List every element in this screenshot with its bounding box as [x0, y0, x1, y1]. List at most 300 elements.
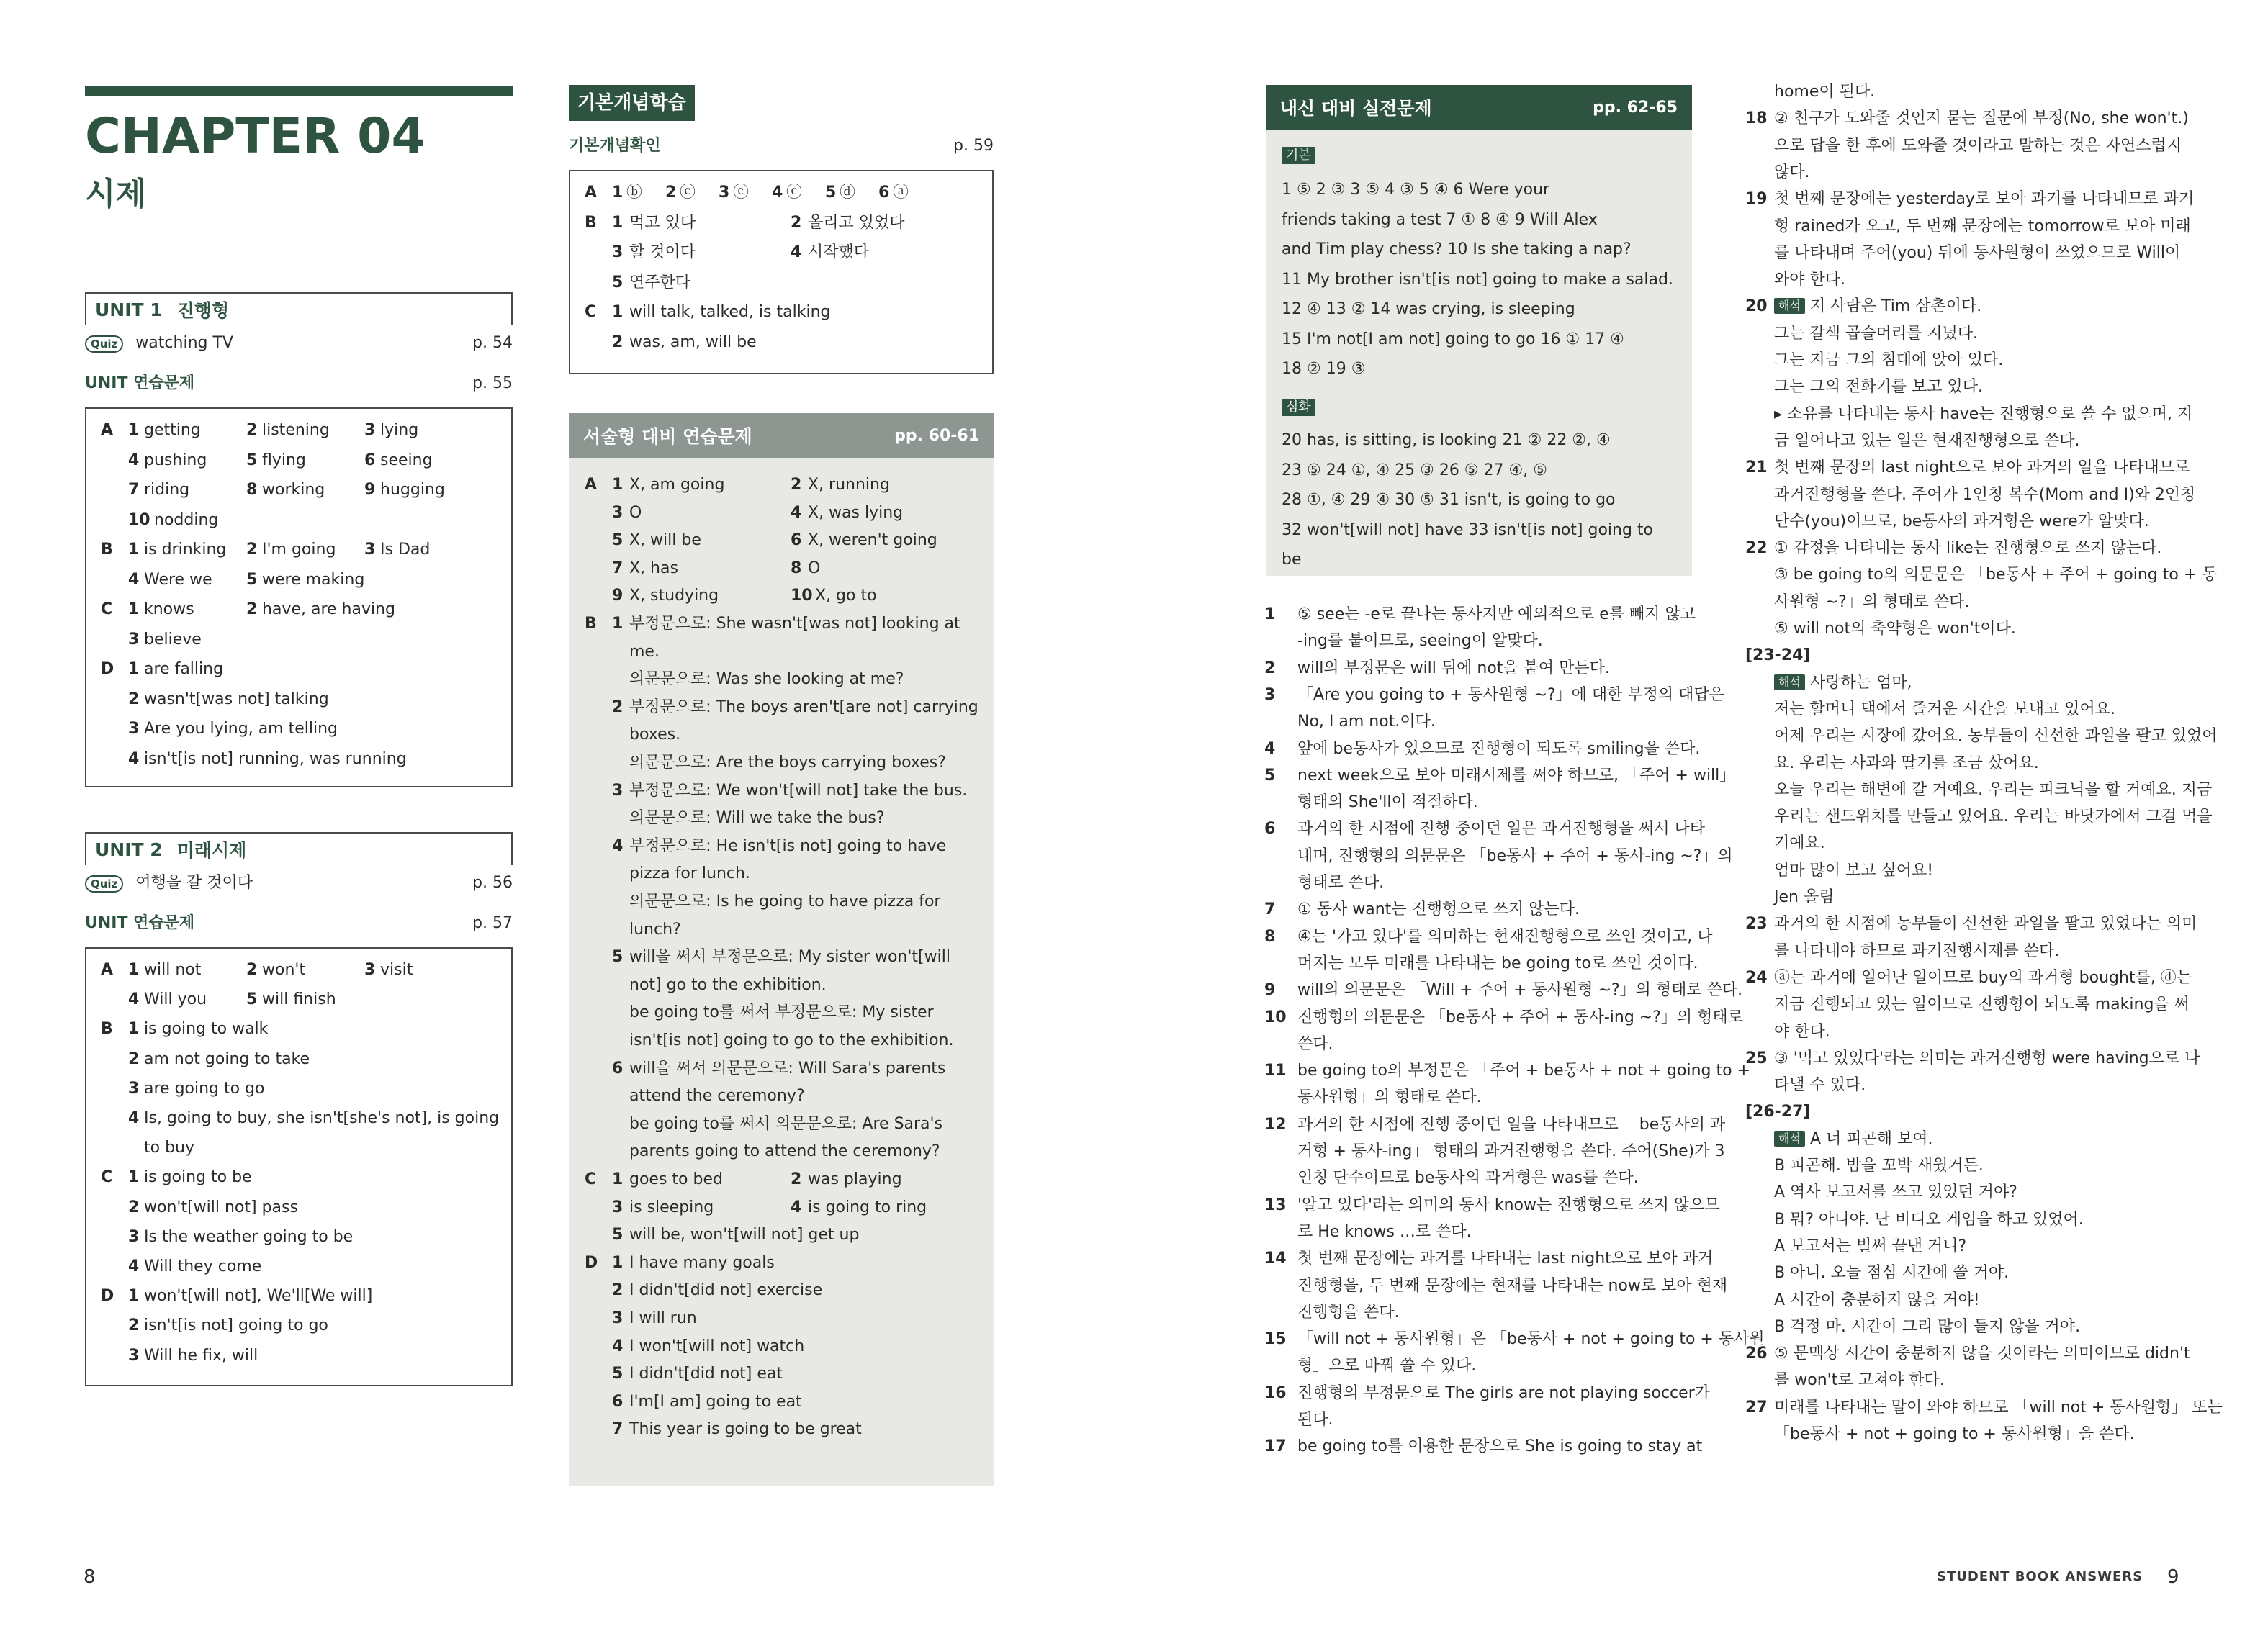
exam-answer-line — [1282, 550, 1302, 570]
exam-answer-text: 1 ⑤ 2 ③ 3 ⑤ 4 ③ 5 ④ 6 Were your — [1282, 181, 1550, 199]
explanation-text: 사랑하는 엄마, — [1810, 673, 1912, 692]
explanation-text: 첫 번째 문장에는 과거를 나타내는 last night으로 보아 과거 — [1297, 1250, 1714, 1268]
explanation-number: 10 — [1264, 1008, 1287, 1026]
item-number: 3 — [719, 184, 730, 202]
explanation-number: 23 — [1745, 915, 1768, 934]
item-answer: won't — [262, 961, 306, 979]
item-answer: pizza for lunch. — [629, 864, 750, 883]
item-number: 3 — [612, 781, 624, 800]
chapter-top-rule — [85, 86, 513, 96]
item-number: 2 — [246, 961, 258, 979]
item-answer: I didn't[did not] exercise — [629, 1281, 823, 1300]
explanation-text: 우리는 샌드위치를 만들고 있어요. 우리는 바닷가에서 그걸 먹을 — [1774, 808, 2213, 826]
explanation-text: 를 나타내며 주어(you) 뒤에 동사원형이 쓰였으므로 Will이 — [1774, 243, 2181, 262]
right-page-number: 9 — [2167, 1566, 2179, 1588]
exam-answer-text: 12 ④ 13 ② 14 was crying, is sleeping — [1282, 300, 1575, 318]
item-answer: parents going to attend the ceremony? — [629, 1142, 940, 1161]
explanation-text: be going to의 부정문은 「주어 + be동사 + not + going to + — [1297, 1062, 1751, 1080]
explanation-number: 8 — [1264, 927, 1276, 946]
item-answer: Were we — [144, 570, 212, 589]
item-number: 3 — [612, 1198, 624, 1216]
exam-answer-text: 18 ② 19 ③ — [1282, 360, 1366, 378]
item-answer: won't[will not], We'll[We will] — [144, 1287, 373, 1306]
explanation-text: 로 He knows …로 쓴다. — [1297, 1222, 1472, 1241]
section-letter: B — [101, 1020, 113, 1039]
item-number: 7 — [612, 1420, 624, 1439]
explanation-text: next week으로 보아 미래시제를 써야 하므로, 「주어 + will」 — [1297, 766, 1736, 785]
item-number: 2 — [246, 541, 258, 559]
item-number: 3 — [128, 720, 140, 738]
explanation-text: 그는 그의 전화기를 보고 있다. — [1774, 378, 1983, 397]
item-number: 6 — [878, 184, 890, 202]
explanation-text: ① 동사 want는 진행형으로 쓰지 않는다. — [1297, 900, 1580, 919]
item-number: 2 — [246, 600, 258, 618]
explanation-text: 동사원형」의 형태로 쓴다. — [1297, 1088, 1482, 1107]
item-number: 7 — [128, 481, 140, 499]
item-answer: 의문문으로: Will we take the bus? — [629, 809, 885, 828]
item-number: 5 — [825, 184, 837, 202]
item-answer: 부정문으로: The boys aren't[are not] carrying — [629, 697, 978, 716]
unit1-label: UNIT 1 — [95, 299, 163, 320]
item-number: 5 — [612, 948, 624, 967]
explanation-text: will의 부정문은 will 뒤에 not을 붙여 만든다. — [1297, 659, 1610, 677]
explanation-number: 17 — [1264, 1437, 1287, 1456]
unit2-name: 미래시제 — [176, 840, 247, 861]
explanation-text: 과거의 한 시점에 농부들이 신선한 과일을 팔고 있었다는 의미 — [1774, 915, 2197, 934]
basic-sub-row — [569, 135, 994, 157]
item-number: 2 — [128, 1316, 140, 1335]
item-number: 1 — [128, 1020, 140, 1039]
explanation-text: 저 사람은 Tim 삼촌이다. — [1810, 297, 1982, 316]
explanation-number: 6 — [1264, 820, 1276, 839]
explanation-text: 어제 우리는 시장에 갔어요. 농부들이 신선한 과일을 팔고 있었어 — [1774, 727, 2218, 746]
explanation-text: 그는 갈색 곱슬머리를 지녔다. — [1774, 324, 1978, 343]
explanation-text: 미래를 나타내는 말이 와야 하므로 「will not + 동사원형」 또는 — [1774, 1398, 2223, 1417]
item-number: 4 — [791, 1198, 802, 1216]
item-number: 3 — [364, 541, 376, 559]
item-number: 3 — [364, 961, 376, 979]
quiz-tag: Quiz — [85, 335, 123, 353]
explanation-number: 12 — [1264, 1115, 1287, 1134]
item-answer: Are you lying, am telling — [144, 720, 338, 738]
item-answer: 부정문으로: He isn't[is not] going to have — [629, 836, 947, 855]
left-page-number: 8 — [84, 1566, 96, 1588]
footer-book-label: STUDENT BOOK ANSWERS — [1937, 1569, 2143, 1584]
explanation-text: 「be동사 + not + going to + 동사원형」을 쓴다. — [1774, 1425, 2135, 1443]
explanation-text: 를 won't로 고쳐야 한다. — [1774, 1371, 1945, 1390]
explanation-number: 9 — [1264, 981, 1276, 1000]
explanation-text: 진행형의 부정문으로 The girls are not playing soccer가 — [1297, 1383, 1710, 1402]
explanation-text: ⑤ will not의 축약형은 won't이다. — [1774, 620, 2016, 638]
item-number: 3 — [612, 1309, 624, 1327]
item-number: 4 — [128, 570, 140, 589]
item-answer: 의문문으로: Was she looking at me? — [629, 670, 904, 689]
explanation-text: 야 한다. — [1774, 1022, 1830, 1041]
item-number: 4 — [772, 184, 783, 202]
item-answer: getting — [144, 421, 201, 439]
unit1-header — [85, 292, 513, 325]
item-answer: Is Dad — [380, 541, 431, 559]
quiz-tag: Quiz — [85, 875, 123, 893]
explanation-text: 과거의 한 시점에 진행 중이던 일은 과거진행형을 써서 나타 — [1297, 820, 1705, 839]
explanation-text: ② 친구가 도와줄 것인지 묻는 질문에 부정(No, she won't.) — [1774, 109, 2189, 128]
section-letter: A — [101, 421, 114, 439]
translation-tag: 해석 — [1774, 674, 1805, 690]
section-letter: A — [585, 476, 598, 494]
unit2-label: UNIT 2 — [95, 839, 163, 860]
item-answer: O — [808, 559, 821, 577]
item-answer: X, will be — [629, 531, 701, 550]
item-answer: have, are having — [262, 600, 396, 618]
explanation-number: [23-24] — [1745, 646, 1811, 665]
explanation-number: 27 — [1745, 1398, 1768, 1417]
section-letter: D — [101, 1287, 114, 1306]
explanation-text: A 너 피곤해 보여. — [1810, 1129, 1933, 1148]
explanation-text: ▸ 소유를 나타내는 동사 have는 진행형으로 쓸 수 없으며, 지 — [1774, 405, 2193, 423]
explanation-text: Jen 올림 — [1774, 888, 1835, 906]
exam-basic-tag: 기본 — [1282, 147, 1315, 164]
explanation-text: '알고 있다'라는 의미의 동사 know는 진행형으로 쓰지 않으므 — [1297, 1196, 1720, 1214]
item-answer: I'm going — [262, 541, 336, 559]
item-number: 2 — [612, 697, 624, 716]
exam-answer-line — [1282, 490, 1616, 510]
explanation-text: B 걱정 마. 시간이 그리 많이 들지 않을 거야. — [1774, 1317, 2081, 1336]
explanation-number: 5 — [1264, 766, 1276, 785]
item-answer: ⓑ — [626, 184, 643, 202]
explanation-number: 15 — [1264, 1330, 1287, 1349]
explanation-text: 진행형을 쓴다. — [1297, 1303, 1400, 1322]
unit1-quiz-answer: watching TV — [135, 334, 233, 352]
item-answer: be going to를 써서 의문문으로: Are Sara's — [629, 1114, 943, 1133]
explanation-number: 22 — [1745, 539, 1768, 558]
unit1-practice-label: UNIT 연습문제 — [85, 374, 195, 392]
item-number: 6 — [791, 531, 802, 550]
exam-answer-text: 28 ①, ④ 29 ④ 30 ⑤ 31 isn't, is going to go — [1282, 491, 1616, 509]
item-answer: I didn't[did not] eat — [629, 1365, 783, 1383]
item-answer: Is, going to buy, she isn't[she's not], is going — [144, 1109, 500, 1127]
item-number: 4 — [128, 451, 140, 469]
item-answer: 의문문으로: Are the boys carrying boxes? — [629, 754, 946, 772]
exam-answer-line — [1282, 430, 1611, 451]
item-number: 3 — [128, 1346, 140, 1365]
explanation-number: 1 — [1264, 605, 1276, 623]
explanation-number: 4 — [1264, 739, 1276, 758]
exam-answer-text: 20 has, is sitting, is looking 21 ② 22 ②, ④ — [1282, 431, 1611, 449]
exam-answer-line — [1282, 299, 1575, 320]
item-answer: were making — [262, 570, 365, 589]
item-answer: are going to go — [144, 1079, 265, 1098]
explanation-text: B 피곤해. 밤을 꼬박 새웠거든. — [1774, 1157, 1984, 1175]
item-answer: hugging — [380, 481, 445, 499]
item-number: 5 — [612, 273, 624, 292]
explanation-text: 형」으로 바꿔 쓸 수 있다. — [1297, 1357, 1477, 1376]
item-number: 4 — [128, 1109, 140, 1127]
explanation-text: 「will not + 동사원형」은 「be동사 + not + going to + 동사원 — [1297, 1330, 1765, 1349]
explanation-number: [26-27] — [1745, 1103, 1811, 1121]
explanation-text: 첫 번째 문장의 last night으로 보아 과거의 일을 나타내므로 — [1774, 459, 2190, 477]
exam-answer-text: friends taking a test 7 ① 8 ④ 9 Will Alex — [1282, 210, 1598, 229]
item-answer: I won't[will not] watch — [629, 1337, 805, 1355]
exam-answer-line — [1282, 270, 1673, 290]
item-answer: knows — [144, 600, 194, 618]
exam-title: 내신 대비 실전문제 — [1280, 98, 1432, 119]
exam-adv-tag: 심화 — [1282, 399, 1315, 416]
explanation-text: 요. 우리는 사과와 딸기를 조금 샀어요. — [1774, 754, 2039, 772]
explanation-text: be going to를 이용한 문장으로 She is going to stay at — [1297, 1437, 1703, 1456]
item-number: 2 — [665, 184, 677, 202]
item-answer: will be, won't[will not] get up — [629, 1226, 860, 1245]
explanation-text: 그는 지금 그의 침대에 앉아 있다. — [1774, 351, 2004, 369]
explanation-text: 와야 한다. — [1774, 271, 1845, 289]
item-number: 1 — [612, 184, 624, 202]
item-answer: Is the weather going to be — [144, 1227, 354, 1246]
item-answer: won't[will not] pass — [144, 1198, 298, 1216]
item-number: 4 — [612, 836, 624, 855]
explanation-text: 저는 할머니 댁에서 즐거운 시간을 보내고 있어요. — [1774, 700, 2115, 718]
exam-answer-line — [1282, 180, 1549, 200]
item-answer: This year is going to be great — [629, 1420, 862, 1439]
item-number: 4 — [791, 503, 802, 522]
explanation-text: ④는 '가고 있다'를 의미하는 현재진행형으로 쓰인 것이고, 나 — [1297, 927, 1713, 946]
item-answer: flying — [262, 451, 306, 469]
item-answer: wasn't[was not] talking — [144, 690, 329, 708]
item-number: 2 — [791, 213, 802, 232]
item-answer: lying — [380, 421, 419, 439]
item-answer: visit — [380, 961, 413, 979]
item-number: 4 — [128, 749, 140, 768]
item-number: 1 — [128, 421, 140, 439]
item-answer: 연주한다 — [629, 273, 691, 292]
item-answer: was, am, will be — [629, 333, 757, 351]
explanation-text: 첫 번째 문장에는 yesterday로 보아 과거를 나타내므로 과거 — [1774, 190, 2195, 209]
explanation-text: 형태의 She'll이 적절하다. — [1297, 793, 1478, 812]
item-answer: will finish — [262, 990, 336, 1009]
item-answer: Will you — [144, 990, 207, 1009]
explanation-text: 으로 답을 한 후에 도와줄 것이라고 말하는 것은 자연스럽지 — [1774, 136, 2182, 155]
explanation-number: 14 — [1264, 1250, 1287, 1268]
item-answer: will not — [144, 961, 202, 979]
item-number: 5 — [246, 990, 258, 1009]
explanation-number: 13 — [1264, 1196, 1287, 1214]
explanation-number: 18 — [1745, 109, 1768, 128]
item-answer: isn't[is not] going to go to the exhibition. — [629, 1031, 954, 1049]
exam-answer-line — [1282, 359, 1365, 379]
item-answer: will을 써서 부정문으로: My sister won't[will — [629, 948, 950, 967]
explanation-text: will의 의문문은 「Will + 주어 + 동사원형 ~?」의 형태로 쓴다. — [1297, 981, 1743, 1000]
item-number: 1 — [128, 600, 140, 618]
explanation-text: 거예요. — [1774, 834, 1825, 853]
unit2-quiz-answer: 여행을 갈 것이다 — [135, 874, 253, 892]
basic-tag: 기본개념학습 — [569, 85, 695, 121]
item-number: 3 — [128, 1079, 140, 1098]
item-number: 1 — [128, 660, 140, 678]
explanation-number: 7 — [1264, 900, 1276, 919]
explanation-text: 엄마 많이 보고 싶어요! — [1774, 861, 1934, 880]
item-number: 8 — [246, 481, 258, 499]
section-letter: C — [101, 1168, 113, 1187]
unit2-quiz-page: p. 56 — [472, 874, 513, 892]
item-answer: X, go to — [815, 587, 877, 605]
item-number: 1 — [612, 1253, 624, 1272]
explanation-number: 19 — [1745, 190, 1768, 209]
item-answer: pushing — [144, 451, 207, 469]
item-number: 5 — [612, 531, 624, 550]
exam-answer-text: 11 My brother isn't[is not] going to make a salad. — [1282, 270, 1673, 289]
exam-answer-line — [1282, 461, 1547, 481]
exam-answer-line — [1282, 240, 1632, 260]
explanation-text: 머지는 모두 미래를 나타내는 be going to로 쓰인 것이다. — [1297, 954, 1698, 972]
explanation-number: 20 — [1745, 297, 1768, 316]
explanation-text: 단수(you)이므로, be동사의 과거형은 were가 알맞다. — [1774, 512, 2149, 530]
explanation-number: 25 — [1745, 1049, 1768, 1067]
explanation-text: 내며, 진행형의 의문문은 「be동사 + 주어 + 동사-ing ~?」의 — [1297, 846, 1733, 865]
item-number: 3 — [128, 1227, 140, 1246]
item-number: 2 — [128, 1049, 140, 1068]
section-letter: A — [101, 961, 114, 979]
item-answer: I will run — [629, 1309, 697, 1327]
section-letter: A — [585, 184, 598, 202]
item-number: 5 — [246, 570, 258, 589]
explanation-text: 「Are you going to + 동사원형 ~?」에 대한 부정의 대답은 — [1297, 685, 1724, 704]
explanation-text: 과거의 한 시점에 진행 중이던 일을 나타내므로 「be동사의 과 — [1297, 1115, 1726, 1134]
item-answer: attend the ceremony? — [629, 1087, 805, 1106]
explanation-text: ① 감정을 나타내는 동사 like는 진행형으로 쓰지 않는다. — [1774, 539, 2162, 558]
item-number: 8 — [791, 559, 802, 577]
explanation-text: 앞에 be동사가 있으므로 진행형이 되도록 smiling을 쓴다. — [1297, 739, 1701, 758]
item-number: 2 — [612, 1281, 624, 1300]
explanation-text: 진행형을, 두 번째 문장에는 현재를 나타내는 now로 보아 현재 — [1297, 1276, 1728, 1295]
item-number: 2 — [128, 690, 140, 708]
item-number: 2 — [246, 421, 258, 439]
explanation-text: 않다. — [1774, 163, 1810, 181]
item-number: 1 — [128, 541, 140, 559]
section-letter: D — [585, 1253, 598, 1272]
translation-tag: 해석 — [1774, 298, 1805, 314]
explanation-text: 형 rained가 오고, 두 번째 문장에는 tomorrow로 보아 미래 — [1774, 217, 2191, 235]
explanation-text: A 역사 보고서를 쓰고 있었던 거야? — [1774, 1183, 2017, 1202]
explanation-number: 21 — [1745, 459, 1768, 477]
unit2-header — [85, 832, 513, 865]
item-answer: 부정문으로: She wasn't[was not] looking at — [629, 615, 960, 633]
item-answer: 할 것이다 — [629, 243, 696, 261]
exam-answer-text: 15 I'm not[I am not] going to go 16 ① 17 ④ — [1282, 330, 1624, 348]
item-answer: ⓓ — [840, 184, 856, 202]
item-answer: riding — [144, 481, 190, 499]
item-number: 7 — [612, 559, 624, 577]
item-number: 4 — [128, 990, 140, 1009]
item-answer: not] go to the exhibition. — [629, 975, 827, 994]
item-answer: is going to ring — [808, 1198, 927, 1216]
explanation-text: home이 된다. — [1774, 83, 1876, 101]
section-letter: C — [101, 600, 113, 618]
item-answer: X, has — [629, 559, 678, 577]
item-answer: am not going to take — [144, 1049, 310, 1068]
explanation-text: 금 일어나고 있는 일은 현재진행형으로 쓴다. — [1774, 431, 2080, 450]
item-answer: to buy — [144, 1139, 195, 1157]
explanation-text: ③ be going to의 의문문은 「be동사 + 주어 + going to + 동 — [1774, 566, 2218, 584]
translation-tag: 해석 — [1774, 1131, 1805, 1147]
unit1-practice-page: p. 55 — [472, 374, 513, 392]
item-number: 5 — [246, 451, 258, 469]
exam-answer-text: 32 won't[will not] have 33 isn't[is not] going to — [1282, 520, 1654, 539]
item-number: 2 — [791, 1170, 802, 1188]
item-answer: me. — [629, 642, 660, 661]
item-answer: ⓒ — [680, 184, 696, 202]
item-answer: will talk, talked, is talking — [629, 303, 831, 321]
basic-sub-label: 기본개념확인 — [569, 137, 661, 155]
item-answer: isn't[is not] running, was running — [144, 749, 407, 768]
item-answer: lunch? — [629, 920, 681, 939]
explanation-text: ⑤ 문맥상 시간이 충분하지 않을 것이라는 의미이므로 didn't — [1774, 1345, 2190, 1363]
essay-header — [569, 413, 994, 458]
item-answer: X, weren't going — [808, 531, 937, 550]
item-answer: X, am going — [629, 476, 725, 494]
section-letter: B — [101, 541, 113, 559]
item-number: 3 — [612, 503, 624, 522]
item-number: 1 — [612, 476, 624, 494]
essay-title: 서술형 대비 연습문제 — [583, 426, 752, 447]
exam-answer-line — [1282, 330, 1624, 350]
exam-answer-text: and Tim play chess? 10 Is she taking a nap? — [1282, 240, 1632, 258]
item-answer: 먹고 있다 — [629, 213, 696, 232]
item-number: 3 — [364, 421, 376, 439]
exam-header — [1266, 85, 1692, 130]
exam-answer-line — [1282, 520, 1653, 541]
item-number: 4 — [128, 1257, 140, 1275]
item-answer: are falling — [144, 660, 224, 678]
item-answer: is going to walk — [144, 1020, 269, 1039]
item-number: 2 — [128, 1198, 140, 1216]
explanation-number: 2 — [1264, 659, 1276, 677]
explanation-text: No, I am not.이다. — [1297, 713, 1436, 731]
explanation-number: 11 — [1264, 1062, 1287, 1080]
item-answer: is going to be — [144, 1168, 252, 1187]
item-answer: X, studying — [629, 587, 719, 605]
unit2-practice-row — [85, 913, 513, 934]
exam-answer-text: 23 ⑤ 24 ①, ④ 25 ③ 26 ⑤ 27 ④, ⑤ — [1282, 461, 1547, 479]
item-answer: I'm[I am] going to eat — [629, 1392, 802, 1411]
item-answer: is sleeping — [629, 1198, 714, 1216]
item-answer: Will they come — [144, 1257, 262, 1275]
item-answer: 올리고 있었다 — [808, 213, 905, 232]
explanation-text: 형태로 쓴다. — [1297, 874, 1385, 892]
section-letter: B — [585, 615, 597, 633]
item-number: 6 — [612, 1059, 624, 1078]
explanation-text: 거형 + 동사-ing」 형태의 과거진행형을 쓴다. 주어(She)가 3 — [1297, 1142, 1725, 1160]
explanation-text: 과거진행형을 쓴다. 주어가 1인칭 복수(Mom and I)와 2인칭 — [1774, 485, 2196, 504]
item-number: 4 — [612, 1337, 624, 1355]
explanation-text: B 뭐? 아니야. 난 비디오 게임을 하고 있었어. — [1774, 1210, 2084, 1229]
explanation-text: 된다. — [1297, 1411, 1333, 1429]
item-answer: goes to bed — [629, 1170, 723, 1188]
item-number: 6 — [364, 451, 376, 469]
item-answer: Will he fix, will — [144, 1346, 258, 1365]
exam-page: pp. 62-65 — [1593, 98, 1678, 117]
explanation-text: A 시간이 충분하지 않을 거야! — [1774, 1291, 1980, 1309]
explanation-text: A 보고서는 벌써 끝낸 거니? — [1774, 1237, 1967, 1255]
unit2-quiz-row — [85, 872, 513, 894]
section-letter: B — [585, 213, 597, 232]
item-number: 3 — [612, 243, 624, 261]
item-number: 5 — [612, 1365, 624, 1383]
exam-answer-text: be — [1282, 551, 1302, 569]
unit1-practice-row — [85, 373, 513, 394]
item-answer: ⓒ — [786, 184, 803, 202]
item-answer: 시작했다 — [808, 243, 870, 261]
item-number: 4 — [791, 243, 802, 261]
item-answer: I have many goals — [629, 1253, 775, 1272]
chapter-subtitle: 시제 — [85, 176, 147, 212]
